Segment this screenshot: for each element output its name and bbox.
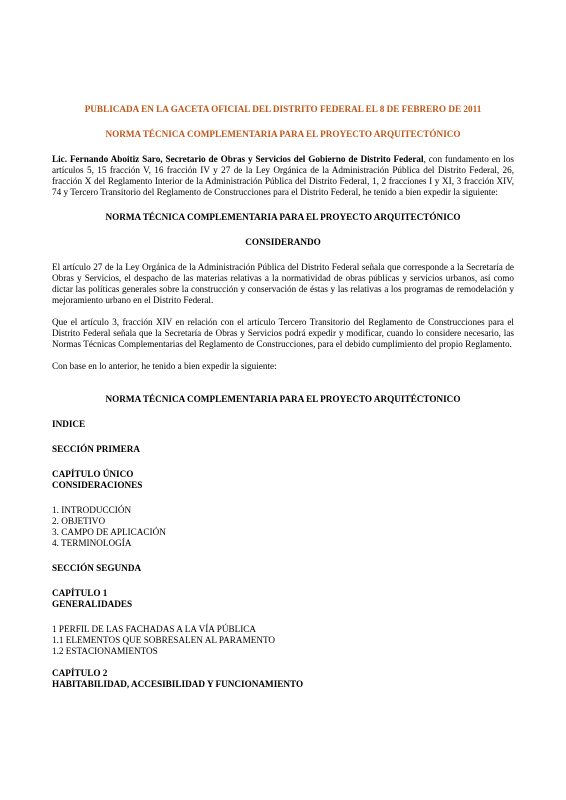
intro-paragraph: [52, 154, 514, 198]
toc-item: 1.1 ELEMENTOS QUE SOBRESALEN AL PARAMENTO: [52, 635, 276, 645]
norma-title-2: NORMA TÉCNICA COMPLEMENTARIA PARA EL PROYECTO ARQUITECTÓNICO: [105, 212, 461, 222]
norma-title: NORMA TÉCNICA COMPLEMENTARIA PARA EL PROYECTO ARQUITECTÓNICO: [105, 129, 461, 139]
paragraph-3: Con base en lo anterior, he tenido a bien expedir la siguiente:: [52, 361, 277, 371]
toc-list-1: [52, 505, 514, 549]
toc-item: 1.2 ESTACIONAMIENTOS: [52, 646, 158, 656]
capitulo-2: CAPÍTULO 2: [52, 668, 108, 678]
document-page: [52, 104, 514, 690]
capitulo-unico: CAPÍTULO ÚNICO: [52, 469, 134, 479]
toc-item: 3. CAMPO DE APLICACIÓN: [52, 527, 166, 537]
paragraph-1: El artículo 27 de la Ley Orgánica de la Administración Pública del Distrito Federal señala que corresponde a la Secretaría de Obras y Servicios, el despacho de las materias relativas a la normatividad de obras públicas y servicios urbanos, así como dictar las políticas generales sobre la construcción y conservación de éstas y las relativas a los programas de remodelación y mejoramiento urbano en el Distrito Federal.: [52, 262, 514, 305]
intro-author: Lic. Fernando Aboitiz Saro, Secretario de Obras y Servicios del Gobierno de Distrito Federal: [52, 154, 424, 164]
toc-item: 1. INTRODUCCIÓN: [52, 505, 132, 515]
consideraciones-heading: CONSIDERACIONES: [52, 480, 143, 490]
seccion-primera: SECCIÓN PRIMERA: [52, 444, 141, 454]
toc-item: 4. TERMINOLOGÍA: [52, 538, 132, 548]
considerando-heading: CONSIDERANDO: [245, 237, 321, 247]
generalidades-heading: GENERALIDADES: [52, 599, 133, 609]
toc-item: 1 PERFIL DE LAS FACHADAS A LA VÍA PÚBLICA: [52, 624, 257, 634]
indice-heading: INDICE: [52, 419, 86, 429]
paragraph-2: Que el artículo 3, fracción XIV en relación con el artículo Tercero Transitorio del Reglamento de Construcciones para el Distrito Federal señala que la Secretaría de Obras y Servicios podrá expedir y modificar, cuando lo considere necesario, las Normas Técnicas Complementarias del Reglamento de Construcciones, para el debido cumplimiento del propio Reglamento.: [52, 317, 514, 349]
capitulo-2-title: HABITABILIDAD, ACCESIBILIDAD Y FUNCIONAMIENTO: [52, 679, 304, 689]
seccion-segunda: SECCIÓN SEGUNDA: [52, 563, 142, 573]
toc-item: 2. OBJETIVO: [52, 516, 106, 526]
intro-text: , con fundamento en los artículos 5, 15 fracción V, 16 fracción IV y 27 de la Ley Orgánica de la Administración Pública del Distrito Federal, 26, fracción X del Reglamento Interior de la Administración Pública del Distrito Federal, 1, 2 fracciones I y XI, 3 fracción XIV, 74 y Tercero Transitorio del Reglamento de Construcciones para el Distrito Federal, he tenido a bien expedir la siguiente:: [52, 154, 514, 197]
toc-list-2: [52, 624, 514, 657]
capitulo-1: CAPÍTULO 1: [52, 588, 108, 598]
publication-line: PUBLICADA EN LA GACETA OFICIAL DEL DISTRITO FEDERAL EL 8 DE FEBRERO DE 2011: [84, 104, 482, 114]
norma-title-3: NORMA TÉCNICA COMPLEMENTARIA PARA EL PROYECTO ARQUITÉCTONICO: [105, 394, 461, 404]
